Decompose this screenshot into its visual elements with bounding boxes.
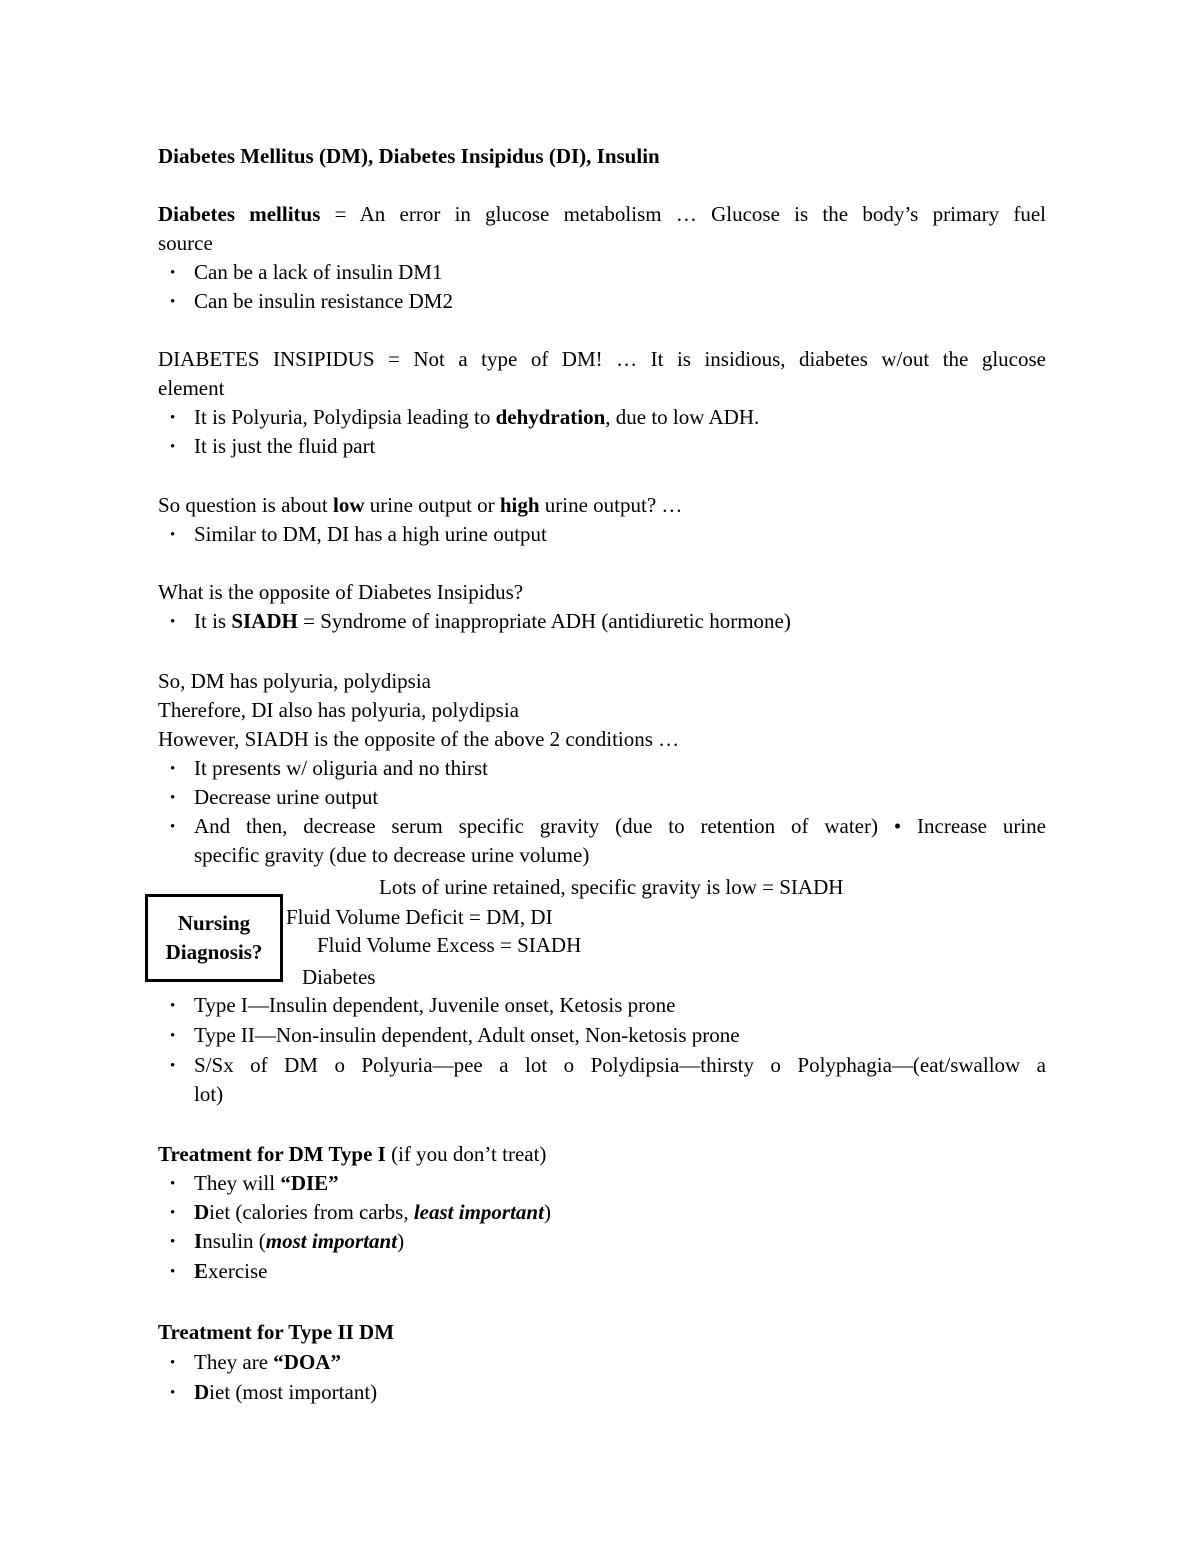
- bullet: •: [170, 790, 176, 806]
- bullet: •: [170, 819, 176, 835]
- nursing-diagnosis-box: [145, 894, 283, 982]
- bullet: •: [170, 410, 176, 426]
- center-line-3: Fluid Volume Excess = SIADH: [317, 933, 582, 957]
- di-bullet-1: [194, 404, 759, 430]
- t1-b3-letter: I: [194, 1229, 203, 1253]
- treatment-2-bullet-2: [194, 1379, 377, 1405]
- question-high: high: [499, 493, 540, 517]
- treatment-2-heading: Treatment for Type II DM: [158, 1320, 395, 1344]
- bullet: •: [170, 1058, 176, 1074]
- summary-bullet-2: Decrease urine output: [194, 785, 379, 809]
- type-1-bullet: Type I—Insulin dependent, Juvenile onset, Ketosis prone: [194, 993, 676, 1017]
- t1-b2-letter: D: [194, 1200, 210, 1224]
- center-line-4: Diabetes: [302, 965, 376, 989]
- center-line-1: Lots of urine retained, specific gravity is low = SIADH: [379, 875, 844, 899]
- t1-b2-emph: least important: [413, 1200, 544, 1224]
- question-low: low: [333, 493, 365, 517]
- di-b1-post: , due to low ADH.: [605, 405, 760, 429]
- summary-line3: However, SIADH is the opposite of the above 2 conditions …: [158, 727, 680, 751]
- treatment-1-bullet-2: [194, 1199, 551, 1225]
- dm-bullet-1: Can be a lack of insulin DM1: [194, 260, 443, 284]
- bullet: •: [170, 527, 176, 543]
- di-b1-bold: dehydration: [495, 405, 606, 429]
- question-pre: So question is about: [158, 493, 334, 517]
- summary-bullet-3-line1: And then, decrease serum specific gravity (due to retention of water) • Increase urine: [194, 814, 1046, 838]
- bullet: •: [170, 439, 176, 455]
- t2-b1-pre: They are: [194, 1350, 274, 1374]
- bullet: •: [170, 265, 176, 281]
- bullet: •: [170, 1176, 176, 1192]
- di-line2: element: [158, 376, 225, 400]
- opposite-line: What is the opposite of Diabetes Insipidus?: [158, 580, 524, 604]
- sx-bullet-line2: lot): [194, 1082, 224, 1106]
- bullet: •: [170, 998, 176, 1014]
- t2-b2-letter: D: [194, 1380, 210, 1404]
- t1-b2-post: ): [543, 1200, 551, 1224]
- t1-b4-rest: xercise: [208, 1259, 268, 1283]
- summary-bullet-1: It presents w/ oliguria and no thirst: [194, 756, 488, 780]
- treatment-1-head-bold: Treatment for DM Type I: [158, 1142, 386, 1166]
- di-bullet-2: It is just the fluid part: [194, 434, 376, 458]
- t1-b1-bold: “DIE”: [280, 1171, 339, 1195]
- nursing-box-line2: Diagnosis?: [165, 940, 263, 964]
- t1-b3-post: ): [397, 1229, 405, 1253]
- question-line: [158, 492, 682, 518]
- center-line-2: Fluid Volume Deficit = DM, DI: [286, 905, 553, 929]
- opposite-b-pre: It is: [194, 609, 232, 633]
- dm-bullet-2: Can be insulin resistance DM2: [194, 289, 453, 313]
- treatment-1-bullet-1: [194, 1170, 339, 1196]
- t1-b1-pre: They will: [194, 1171, 281, 1195]
- t2-b1-bold: “DOA”: [273, 1350, 341, 1374]
- bullet: •: [170, 1028, 176, 1044]
- treatment-1-head-rest: (if you don’t treat): [385, 1142, 547, 1166]
- dm-def-line2: source: [158, 231, 213, 255]
- summary-line1: So, DM has polyuria, polydipsia: [158, 669, 431, 693]
- question-bullet: Similar to DM, DI has a high urine output: [194, 522, 547, 546]
- treatment-1-bullet-3: [194, 1228, 404, 1254]
- question-mid: urine output or: [364, 493, 500, 517]
- di-line1: DIABETES INSIPIDUS = Not a type of DM! … It is insidious, diabetes w/out the glucose: [158, 347, 1046, 371]
- t1-b4-letter: E: [194, 1259, 209, 1283]
- dm-term: Diabetes mellitus: [158, 202, 321, 226]
- t1-b3-emph: most important: [265, 1229, 398, 1253]
- type-2-bullet: Type II—Non-insulin dependent, Adult onset, Non-ketosis prone: [194, 1023, 740, 1047]
- bullet: •: [170, 1205, 176, 1221]
- opposite-bullet: [194, 608, 791, 634]
- dm-def-line1: = An error in glucose metabolism … Glucose is the body’s primary fuel: [320, 202, 1046, 226]
- nursing-box-line1: Nursing: [177, 911, 251, 935]
- bullet: •: [170, 614, 176, 630]
- t1-b2-pre: iet (calories from carbs,: [209, 1200, 414, 1224]
- opposite-b-bold: SIADH: [231, 609, 298, 633]
- summary-bullet-3-line2: specific gravity (due to decrease urine volume): [194, 843, 590, 867]
- treatment-2-bullet-1: [194, 1349, 341, 1375]
- t1-b3-pre: nsulin (: [202, 1229, 266, 1253]
- t2-b2-rest: iet (most important): [209, 1380, 378, 1404]
- sx-bullet-line1: S/Sx of DM o Polyuria—pee a lot o Polydipsia—thirsty o Polyphagia—(eat/swallow a: [194, 1053, 1046, 1077]
- bullet: •: [170, 761, 176, 777]
- di-b1-pre: It is Polyuria, Polydipsia leading to: [194, 405, 496, 429]
- bullet: •: [170, 1355, 176, 1371]
- treatment-1-bullet-4: [194, 1258, 267, 1284]
- bullet: •: [170, 1264, 176, 1280]
- treatment-1-heading: [158, 1141, 546, 1167]
- question-post: urine output? …: [539, 493, 683, 517]
- dm-definition: [158, 201, 1046, 227]
- opposite-b-post: = Syndrome of inappropriate ADH (antidiuretic hormone): [297, 609, 791, 633]
- bullet: •: [170, 294, 176, 310]
- bullet: •: [170, 1234, 176, 1250]
- summary-line2: Therefore, DI also has polyuria, polydipsia: [158, 698, 519, 722]
- page-title: Diabetes Mellitus (DM), Diabetes Insipidus (DI), Insulin: [158, 144, 660, 168]
- bullet: •: [170, 1385, 176, 1401]
